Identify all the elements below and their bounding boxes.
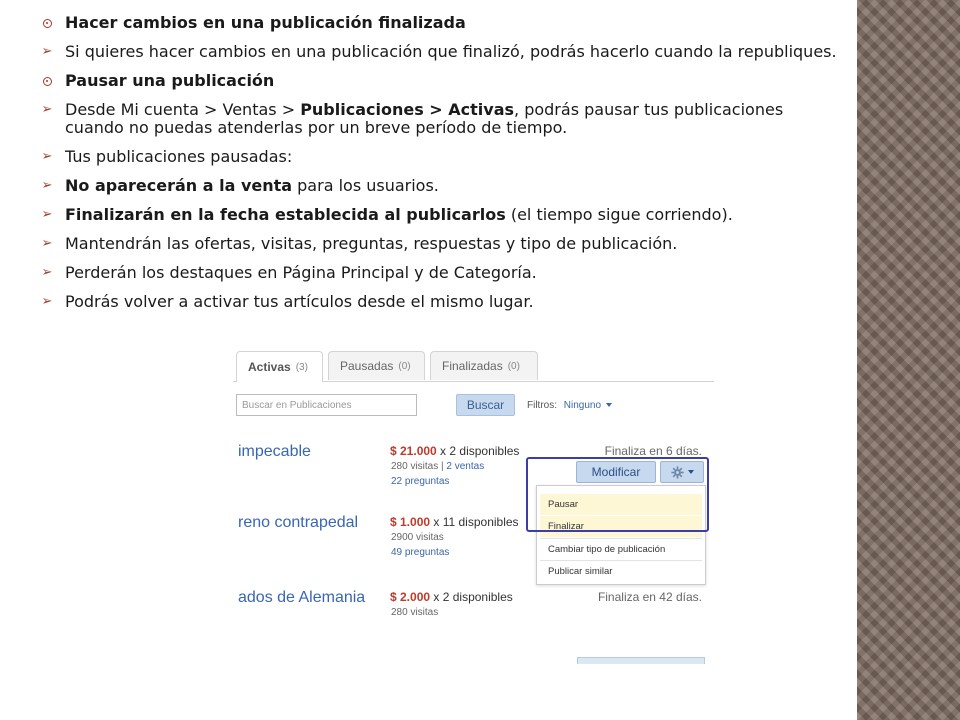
listing-ends: Finaliza en 6 días. [604,444,702,458]
listing-price: $ 2.000 x 2 disponibles [390,590,513,604]
listing-stats: 2900 visitas [391,532,444,543]
arrow-bullet-icon: ➢ [41,265,53,280]
listing-ends: Finaliza en 42 días. [597,590,702,604]
listing-title[interactable]: ados de Alemania [238,589,366,606]
bullet-item [40,43,845,61]
bullet-text: Finalizarán en la fecha establecida al publicarlos [65,205,506,224]
embedded-screenshot [233,346,714,618]
listing-stats: 280 visitas | 2 ventas [391,461,485,472]
filters: Filtros: Ninguno [527,400,612,411]
listing-price: $ 21.000 x 2 disponibles [390,444,520,458]
arrow-bullet-icon: ➢ [41,236,53,251]
cropped-buttons [577,657,705,664]
listing-price: $ 1.000 x 11 disponibles [390,515,519,529]
bullet-text: Publicaciones > Activas [300,100,515,119]
tab-finalizadas[interactable]: Finalizadas (0) [430,351,538,380]
arrow-bullet-icon: ➢ [41,178,53,193]
bullet-text: Pausar una publicación [65,71,275,90]
search-input[interactable]: Buscar en Publicaciones [236,394,417,416]
bullet-list [40,14,845,322]
bullet-text: para los usuarios. [292,176,439,195]
listing-title[interactable]: reno contrapedal [238,514,359,531]
bullet-item [40,264,845,282]
decorative-side-panel [857,0,960,720]
modify-button[interactable]: Modificar [576,461,656,483]
bullet-text: No aparecerán a la venta [65,176,293,195]
bullet-text: Hacer cambios en una publicación finalizada [65,13,466,32]
arrow-bullet-icon: ➢ [41,149,53,164]
tab-activas[interactable]: Activas (3) [236,351,323,382]
caret-down-icon [606,403,612,407]
listing-row [233,589,714,661]
listing-stats: 280 visitas [391,607,439,618]
bullet-text: , podrás pausar tus publicaciones cuando no puedas atenderlas por un breve período de tiempo. [65,100,784,137]
tab-pausadas[interactable]: Pausadas (0) [328,351,425,380]
menu-item-pausar[interactable]: Pausar [540,494,702,515]
bullet-item [40,177,845,195]
search-button[interactable]: Buscar [456,394,515,416]
bullet-text: Tus publicaciones pausadas: [65,147,293,166]
bullet-item [40,206,845,224]
bullet-text: Podrás volver a activar tus artículos desde el mismo lugar. [65,292,534,311]
menu-item-publicar-similar[interactable]: Publicar similar [540,560,702,581]
bullet-text: Si quieres hacer cambios en una publicación que finalizó, podrás hacerlo cuando la republiques. [65,42,837,61]
sales-link[interactable]: 2 ventas [446,461,485,472]
bullet-item [40,235,845,253]
bullet-item [40,148,845,166]
bullet-heading [40,14,845,32]
listing-title[interactable]: impecable [238,443,311,460]
bullet-item [40,293,845,311]
arrow-bullet-icon: ➢ [41,207,53,222]
circle-bullet-icon [40,73,54,89]
bullet-text: Desde Mi cuenta > Ventas > [65,100,301,119]
bullet-text: Mantendrán las ofertas, visitas, preguntas, respuestas y tipo de publicación. [65,234,678,253]
questions-link[interactable]: 22 preguntas [391,476,450,487]
questions-link[interactable]: 49 preguntas [391,547,450,558]
highlight-frame [526,457,709,532]
tab-bar [233,351,714,382]
arrow-bullet-icon: ➢ [41,102,53,117]
bullet-text: Perderán los destaques en Página Principal y de Categoría. [65,263,537,282]
menu-item-finalizar[interactable]: Finalizar [540,516,702,537]
arrow-bullet-icon: ➢ [41,294,53,309]
bullet-item [40,101,845,137]
circle-bullet-icon [40,15,54,31]
menu-item-cambiar-tipo[interactable]: Cambiar tipo de publicación [540,538,702,559]
bullet-heading [40,72,845,90]
arrow-bullet-icon: ➢ [41,44,53,59]
filter-dropdown[interactable]: Ninguno [564,400,612,411]
bullet-text: (el tiempo sigue corriendo). [505,205,733,224]
